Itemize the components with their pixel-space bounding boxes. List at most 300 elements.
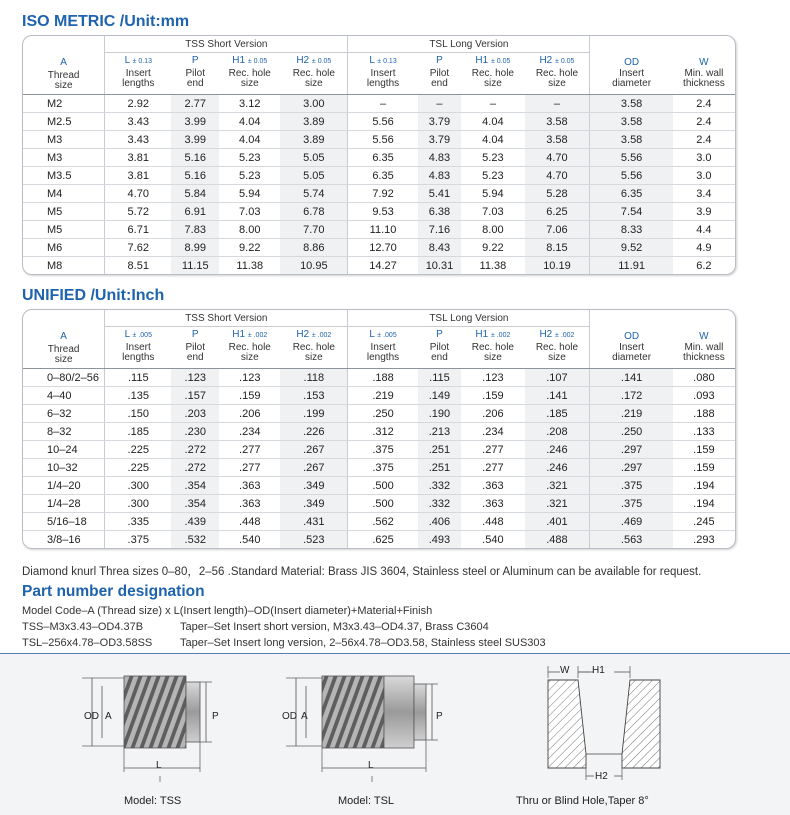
hole-h1-label: H1 xyxy=(592,665,605,676)
thread-size-cell: M6 xyxy=(23,239,105,257)
hole-w-label: W xyxy=(560,665,570,676)
sub-h2-tsl: H2 ± 0.05 xyxy=(539,55,575,67)
value-cell: .153 xyxy=(280,387,348,405)
value-cell: .219 xyxy=(590,405,673,423)
value-cell: .277 xyxy=(461,459,524,477)
value-cell: .401 xyxy=(525,513,590,531)
value-cell: .349 xyxy=(280,477,348,495)
sub-h2-tss: H2 ± 0.05 xyxy=(296,55,332,67)
value-cell: 8.43 xyxy=(418,239,462,257)
taper-hole-drawing xyxy=(530,658,690,790)
sub-h1-tss: H1 ± .002 xyxy=(232,329,268,341)
model-code-line: Model Code–A (Thread size) x L(Insert length)–OD(Insert diameter)+Material+Finish xyxy=(22,605,433,617)
value-cell: 8.51 xyxy=(105,257,172,275)
value-cell: .159 xyxy=(673,459,735,477)
value-cell: .251 xyxy=(418,441,462,459)
value-cell: 7.62 xyxy=(105,239,172,257)
value-cell: 3.00 xyxy=(280,95,348,113)
thread-size-cell: 10–24 xyxy=(23,441,105,459)
value-cell: 2.92 xyxy=(105,95,172,113)
value-cell: – xyxy=(418,95,462,113)
value-cell: .206 xyxy=(461,405,524,423)
value-cell: .150 xyxy=(105,405,172,423)
value-cell: 11.38 xyxy=(479,259,507,272)
value-cell: 5.23 xyxy=(219,167,280,185)
col-a-header: A xyxy=(60,56,67,68)
thread-size-cell: M5 xyxy=(23,221,105,239)
table-row xyxy=(23,131,735,149)
value-cell: .321 xyxy=(525,495,590,513)
thread-size-cell: M3 xyxy=(23,131,105,149)
value-cell: .190 xyxy=(418,405,462,423)
table-row xyxy=(23,95,735,113)
value-cell: .300 xyxy=(105,477,172,495)
sub-p-tss: P xyxy=(191,329,199,341)
value-cell: 2.77 xyxy=(171,95,219,113)
value-cell: .123 xyxy=(171,369,219,387)
tss-caption: Model: TSS xyxy=(124,795,182,807)
value-cell: 2.4 xyxy=(673,113,735,131)
value-cell: – xyxy=(525,95,590,113)
value-cell: .272 xyxy=(171,459,219,477)
thread-size-cell: 1/4–28 xyxy=(23,495,105,513)
value-cell: .562 xyxy=(348,513,418,531)
value-cell: .107 xyxy=(525,369,590,387)
value-cell: .246 xyxy=(525,441,590,459)
value-cell: 4.04 xyxy=(219,113,280,131)
table-row xyxy=(23,441,735,459)
example-desc: Taper–Set Insert long version, 2–56x4.78–OD3.58, Stainless steel SUS303 xyxy=(180,637,546,649)
table-row xyxy=(23,167,735,185)
tsl-od-label: OD xyxy=(282,711,297,722)
value-cell: .250 xyxy=(590,423,673,441)
thread-size-cell: 1/4–20 xyxy=(23,477,105,495)
value-cell: .363 xyxy=(461,477,524,495)
value-cell: 7.83 xyxy=(171,221,219,239)
value-cell: 7.92 xyxy=(348,185,418,203)
value-cell: 8.15 xyxy=(525,239,590,257)
value-cell: .226 xyxy=(280,423,348,441)
value-cell: .267 xyxy=(280,441,348,459)
value-cell: .208 xyxy=(525,423,590,441)
value-cell: .493 xyxy=(418,531,462,549)
sub-h1-tss: H1 ± 0.05 xyxy=(232,55,268,67)
value-cell: 5.28 xyxy=(525,185,590,203)
value-cell: .375 xyxy=(590,495,673,513)
table-row xyxy=(23,405,735,423)
value-cell: 5.72 xyxy=(105,203,172,221)
value-cell: 7.70 xyxy=(280,221,348,239)
sub-l-tsl: L ± .005 xyxy=(348,327,418,343)
value-cell: 5.23 xyxy=(461,149,524,167)
value-cell: 3.89 xyxy=(280,113,348,131)
value-cell: .141 xyxy=(525,387,590,405)
value-cell: .213 xyxy=(418,423,462,441)
value-cell: 4.83 xyxy=(418,149,462,167)
table-row xyxy=(23,113,735,131)
value-cell: .293 xyxy=(693,533,715,546)
value-cell: 6.2 xyxy=(696,259,712,272)
value-cell: 7.03 xyxy=(461,203,524,221)
value-cell: 4.04 xyxy=(461,113,524,131)
value-cell: 3.58 xyxy=(525,113,590,131)
thread-size-cell: 6–32 xyxy=(23,405,105,423)
value-cell: 5.74 xyxy=(280,185,348,203)
value-cell: .500 xyxy=(348,495,418,513)
value-cell: .157 xyxy=(171,387,219,405)
value-cell: .123 xyxy=(219,369,280,387)
value-cell: .159 xyxy=(461,387,524,405)
value-cell: .540 xyxy=(482,533,504,546)
value-cell: 3.79 xyxy=(418,131,462,149)
value-cell: .375 xyxy=(105,531,172,549)
sub-l-tss: L ± .005 xyxy=(105,327,172,343)
value-cell: 8.99 xyxy=(171,239,219,257)
value-cell: .149 xyxy=(418,387,462,405)
thread-size-cell: 3/8–16 xyxy=(47,533,81,546)
value-cell: 5.56 xyxy=(348,113,418,131)
value-cell: 4.70 xyxy=(525,167,590,185)
table-row xyxy=(23,387,735,405)
tss-a-label: A xyxy=(105,711,112,722)
value-cell: .159 xyxy=(219,387,280,405)
group-long-header: TSL Long Version xyxy=(348,36,590,53)
value-cell: 11.10 xyxy=(348,221,418,239)
value-cell: 5.16 xyxy=(171,149,219,167)
value-cell: 9.22 xyxy=(219,239,280,257)
value-cell: 6.25 xyxy=(525,203,590,221)
value-cell: .272 xyxy=(171,441,219,459)
value-cell: .115 xyxy=(105,369,172,387)
value-cell: .219 xyxy=(348,387,418,405)
value-cell: .349 xyxy=(280,495,348,513)
thread-size-cell: M8 xyxy=(47,259,63,272)
value-cell: 8.33 xyxy=(590,221,673,239)
value-cell: .250 xyxy=(348,405,418,423)
thread-size-cell: 5/16–18 xyxy=(23,513,105,531)
value-cell: .500 xyxy=(348,477,418,495)
figures-area xyxy=(0,654,790,815)
metric-table-body xyxy=(23,95,735,275)
value-cell: 3.0 xyxy=(673,149,735,167)
value-cell: 12.70 xyxy=(348,239,418,257)
tss-l-label: L xyxy=(156,760,162,771)
value-cell: 7.03 xyxy=(219,203,280,221)
value-cell: .185 xyxy=(525,405,590,423)
value-cell: 4.4 xyxy=(673,221,735,239)
value-cell: .234 xyxy=(219,423,280,441)
value-cell: .093 xyxy=(673,387,735,405)
value-cell: 4.70 xyxy=(525,149,590,167)
table-row xyxy=(23,239,735,257)
value-cell: 3.0 xyxy=(673,167,735,185)
value-cell: 5.05 xyxy=(280,149,348,167)
sub-h1-tsl: H1 ± .002 xyxy=(475,329,511,341)
value-cell: 5.16 xyxy=(171,167,219,185)
unified-table-panel xyxy=(22,309,736,549)
tsl-p-label: P xyxy=(436,711,443,722)
unified-section-title: UNIFIED /Unit:Inch xyxy=(22,287,165,304)
value-cell: .277 xyxy=(219,441,280,459)
value-cell: 3.99 xyxy=(171,131,219,149)
value-cell: .431 xyxy=(280,513,348,531)
value-cell: 5.56 xyxy=(590,149,673,167)
table-row xyxy=(23,185,735,203)
value-cell: 4.04 xyxy=(461,131,524,149)
value-cell: .251 xyxy=(418,459,462,477)
material-note: Diamond knurl Threa sizes 0–80，2–56 .Standard Material: Brass JIS 3604, Stainless steel or Aluminum can be available for request. xyxy=(22,566,702,578)
value-cell: 4.70 xyxy=(105,185,172,203)
thread-size-cell: 4–40 xyxy=(23,387,105,405)
value-cell: .188 xyxy=(673,405,735,423)
sub-h2-tss: H2 ± .002 xyxy=(296,329,332,341)
value-cell: 9.22 xyxy=(461,239,524,257)
group-short-header: TSS Short Version xyxy=(105,310,348,327)
table-row xyxy=(23,477,735,495)
value-cell: 3.58 xyxy=(590,113,673,131)
value-cell: 8.86 xyxy=(280,239,348,257)
value-cell: 6.35 xyxy=(348,167,418,185)
value-cell: 10.31 xyxy=(418,257,462,275)
value-cell: 4.83 xyxy=(418,167,462,185)
value-cell: 6.71 xyxy=(105,221,172,239)
value-cell: .532 xyxy=(171,531,219,549)
value-cell: 8.00 xyxy=(219,221,280,239)
value-cell: 3.81 xyxy=(105,167,172,185)
tss-insert-drawing xyxy=(80,664,230,784)
value-cell: 7.16 xyxy=(418,221,462,239)
thread-size-cell: M4 xyxy=(23,185,105,203)
value-cell: .406 xyxy=(418,513,462,531)
col-od-header: OD xyxy=(590,36,673,69)
value-cell: .448 xyxy=(219,513,280,531)
value-cell: .488 xyxy=(525,531,590,549)
value-cell: .267 xyxy=(280,459,348,477)
value-cell: .297 xyxy=(590,441,673,459)
example-code: TSL–256x4.78–OD3.58SS xyxy=(22,637,153,649)
value-cell: 6.78 xyxy=(280,203,348,221)
table-row xyxy=(23,423,735,441)
value-cell: .332 xyxy=(418,477,462,495)
example-desc: Taper–Set Insert short version, M3x3.43–OD4.37, Brass C3604 xyxy=(180,621,489,633)
value-cell: .133 xyxy=(673,423,735,441)
value-cell: .118 xyxy=(280,369,348,387)
table-row xyxy=(23,221,735,239)
value-cell: 3.43 xyxy=(105,131,172,149)
col-od-header: OD xyxy=(590,310,673,343)
value-cell: .225 xyxy=(105,441,172,459)
col-a-header: A xyxy=(60,330,67,342)
value-cell: 6.35 xyxy=(348,149,418,167)
value-cell: 6.38 xyxy=(418,203,462,221)
thread-size-cell: M3 xyxy=(23,149,105,167)
table-row xyxy=(23,149,735,167)
value-cell: 3.43 xyxy=(105,113,172,131)
table-row xyxy=(23,531,735,549)
value-cell: .439 xyxy=(171,513,219,531)
thread-size-cell: M3.5 xyxy=(23,167,105,185)
thread-size-cell: M2.5 xyxy=(23,113,105,131)
value-cell: 11.38 xyxy=(236,259,264,272)
value-cell: .332 xyxy=(418,495,462,513)
value-cell: 14.27 xyxy=(348,257,418,275)
value-cell: .225 xyxy=(105,459,172,477)
value-cell: 2.4 xyxy=(673,95,735,113)
value-cell: 6.35 xyxy=(590,185,673,203)
thread-size-cell: M5 xyxy=(23,203,105,221)
value-cell: 5.56 xyxy=(348,131,418,149)
value-cell: .523 xyxy=(280,531,348,549)
value-cell: .297 xyxy=(590,459,673,477)
col-w-header: W xyxy=(699,56,709,68)
value-cell: 3.9 xyxy=(673,203,735,221)
value-cell: .375 xyxy=(590,477,673,495)
value-cell: .194 xyxy=(673,495,735,513)
unified-table-body xyxy=(23,369,735,549)
hole-h2-label: H2 xyxy=(595,771,608,782)
value-cell: .246 xyxy=(525,459,590,477)
value-cell: .321 xyxy=(525,477,590,495)
value-cell: .123 xyxy=(461,369,524,387)
value-cell: .363 xyxy=(461,495,524,513)
table-row xyxy=(23,369,735,387)
table-row xyxy=(23,257,735,275)
value-cell: 5.23 xyxy=(461,167,524,185)
col-w-header: W xyxy=(699,330,709,342)
value-cell: .206 xyxy=(219,405,280,423)
value-cell: .335 xyxy=(105,513,172,531)
value-cell: 3.58 xyxy=(525,131,590,149)
table-row xyxy=(23,495,735,513)
value-cell: .354 xyxy=(171,495,219,513)
value-cell: .300 xyxy=(105,495,172,513)
value-cell: .230 xyxy=(171,423,219,441)
value-cell: 2.4 xyxy=(673,131,735,149)
value-cell: 10.19 xyxy=(525,257,590,275)
thread-size-cell: M2 xyxy=(23,95,105,113)
sub-p-tss: P xyxy=(191,55,199,67)
tsl-l-label: L xyxy=(368,760,374,771)
value-cell: .188 xyxy=(348,369,418,387)
sub-l-tsl: L ± 0.13 xyxy=(348,53,418,69)
metric-section-title: ISO METRIC /Unit:mm xyxy=(22,13,190,30)
value-cell: 4.9 xyxy=(673,239,735,257)
table-row xyxy=(23,459,735,477)
value-cell: .277 xyxy=(461,441,524,459)
sub-l-tss: L ± 0.13 xyxy=(105,53,172,69)
unified-spec-table: A TSS Short Version TSL Long Version OD W L ± .005 P H1 ± .002 H2 ± .002 L ± .005 P H1 ± .002 H2 ± .002 Thread size Insert lengths Pilot end Rec. hole size Rec. hole size Insert lengths Pilot end Rec. hole size Rec. hole size Insert diameter Min. wall thickness 0–80/2–56 .115 .123 .123 .118 .188 .115 .123 .107 .141 .080 4–40 .135 .157 .159 .153 .219 .149 .159 .141 .172 .093 6–32 .150 .203 .206 .199 .250 .190 .206 .185 .219 .188 8–32 .185 .230 .234 .226 .312 .213 .234 .208 .250 .133 10–24 .225 .272 .277 .267 .375 .251 .277 .246 .297 .159 10–32 .225 .272 .277 .267 .375 .251 .277 .246 .297 .159 1/4–20 .300 .354 .363 .349 .500 .332 .363 .321 .375 .194 1/4–28 .300 .354 .363 .349 .500 .332 .363 .321 .375 .194 5/16–18 .335 .439 .448 .431 .562 .406 .448 .401 .469 .245 3/8–16 .375 .532 .540 .523 .625 .493 .540 .488 .563 .293 xyxy=(23,310,735,548)
value-cell: 5.56 xyxy=(590,167,673,185)
value-cell: 3.89 xyxy=(280,131,348,149)
value-cell: .375 xyxy=(348,459,418,477)
table-row xyxy=(23,203,735,221)
sub-h1-tsl: H1 ± 0.05 xyxy=(475,55,511,67)
value-cell: 5.05 xyxy=(280,167,348,185)
value-cell: .312 xyxy=(348,423,418,441)
value-cell: 9.52 xyxy=(590,239,673,257)
metric-spec-table: A TSS Short Version TSL Long Version OD W L ± 0.13 P H1 ± 0.05 H2 ± 0.05 L ± 0.13 P H1 ± 0.05 H2 ± 0.05 Thread size Insert lengths Pilot end Rec. hole size Rec. hole size Insert lengths Pilot end Rec. hole size Rec. hole size Insert diameter Min. wall thickness M2 2.92 2.77 3.12 3.00 – – – – 3.58 2.4 M2.5 3.43 3.99 4.04 3.89 5.56 3.79 4.04 3.58 3.58 2.4 M3 3.43 3.99 4.04 3.89 5.56 3.79 4.04 3.58 3.58 2.4 M3 3.81 5.16 5.23 5.05 6.35 4.83 5.23 4.70 5.56 3.0 M3.5 3.81 5.16 5.23 5.05 6.35 4.83 5.23 4.70 5.56 3.0 M4 4.70 5.84 5.94 5.74 7.92 5.41 5.94 5.28 6.35 3.4 M5 5.72 6.91 7.03 6.78 9.53 6.38 7.03 6.25 7.54 3.9 M5 6.71 7.83 8.00 7.70 11.10 7.16 8.00 7.06 8.33 4.4 M6 7.62 8.99 9.22 8.86 12.70 8.43 9.22 8.15 9.52 4.9 M8 8.51 11.15 11.38 10.95 14.27 10.31 11.38 10.19 11.91 6.2 xyxy=(23,36,735,274)
value-cell: .245 xyxy=(673,513,735,531)
sub-p-tsl: P xyxy=(436,329,443,341)
value-cell: .203 xyxy=(171,405,219,423)
group-long-header: TSL Long Version xyxy=(348,310,590,327)
value-cell: .194 xyxy=(673,477,735,495)
value-cell: .375 xyxy=(348,441,418,459)
example-code: TSS–M3x3.43–OD4.37B xyxy=(22,621,144,633)
value-cell: .234 xyxy=(461,423,524,441)
value-cell: .448 xyxy=(461,513,524,531)
value-cell: .115 xyxy=(418,369,462,387)
value-cell: .159 xyxy=(673,441,735,459)
value-cell: .354 xyxy=(171,477,219,495)
thread-size-label: Thread size xyxy=(23,69,105,95)
table-row xyxy=(23,513,735,531)
value-cell: .469 xyxy=(590,513,673,531)
value-cell: .625 xyxy=(348,531,418,549)
value-cell: 4.04 xyxy=(219,131,280,149)
value-cell: 9.53 xyxy=(348,203,418,221)
value-cell: – xyxy=(461,95,524,113)
value-cell: .172 xyxy=(590,387,673,405)
value-cell: .540 xyxy=(239,533,261,546)
value-cell: 5.84 xyxy=(171,185,219,203)
group-short-header: TSS Short Version xyxy=(105,36,348,53)
tss-od-label: OD xyxy=(84,711,99,722)
value-cell: 3.4 xyxy=(673,185,735,203)
tsl-a-label: A xyxy=(301,711,308,722)
sub-p-tsl: P xyxy=(436,55,443,67)
value-cell: 3.99 xyxy=(171,113,219,131)
value-cell: .363 xyxy=(219,495,280,513)
value-cell: 11.15 xyxy=(171,257,219,275)
hole-caption: Thru or Blind Hole,Taper 8° xyxy=(516,795,649,807)
value-cell: 6.91 xyxy=(171,203,219,221)
value-cell: – xyxy=(348,95,418,113)
value-cell: 11.91 xyxy=(590,257,673,275)
value-cell: .199 xyxy=(280,405,348,423)
value-cell: .141 xyxy=(590,369,673,387)
value-cell: 10.95 xyxy=(280,257,348,275)
value-cell: .363 xyxy=(219,477,280,495)
thread-size-cell: 0–80/2–56 xyxy=(23,369,105,387)
value-cell: .135 xyxy=(105,387,172,405)
value-cell: .080 xyxy=(673,369,735,387)
value-cell: 7.54 xyxy=(590,203,673,221)
value-cell: 3.58 xyxy=(590,131,673,149)
value-cell: 5.41 xyxy=(418,185,462,203)
value-cell: 3.81 xyxy=(105,149,172,167)
value-cell: 5.94 xyxy=(219,185,280,203)
value-cell: 8.00 xyxy=(461,221,524,239)
part-number-title: Part number designation xyxy=(22,583,205,600)
value-cell: .277 xyxy=(219,459,280,477)
example-line-tsl xyxy=(22,637,546,649)
value-cell: 3.12 xyxy=(219,95,280,113)
metric-table-panel xyxy=(22,35,736,275)
tss-p-label: P xyxy=(212,711,219,722)
value-cell: 7.06 xyxy=(525,221,590,239)
thread-size-cell: 10–32 xyxy=(23,459,105,477)
value-cell: 5.94 xyxy=(461,185,524,203)
value-cell: 3.58 xyxy=(590,95,673,113)
value-cell: 5.23 xyxy=(219,149,280,167)
thread-size-label: Thread size xyxy=(23,343,105,369)
sub-h2-tsl: H2 ± .002 xyxy=(539,329,575,341)
value-cell: 3.79 xyxy=(418,113,462,131)
thread-size-cell: 8–32 xyxy=(23,423,105,441)
value-cell: .563 xyxy=(590,531,673,549)
example-line-tss xyxy=(22,621,489,633)
